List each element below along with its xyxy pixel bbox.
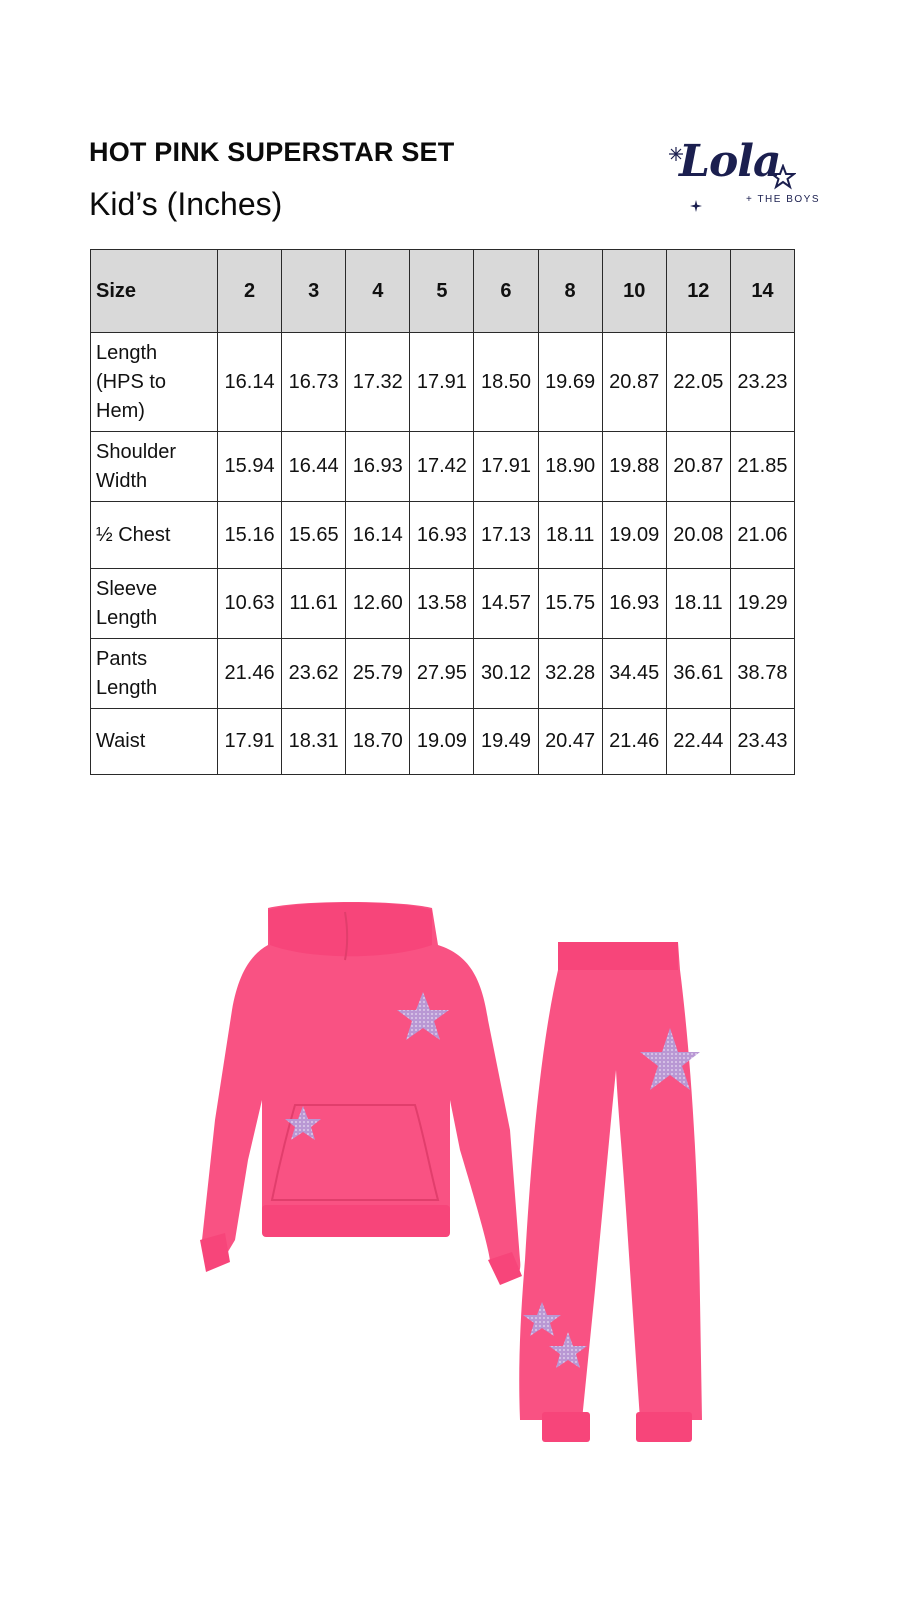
table-row [91,709,795,775]
logo-tagline: + THE BOYS [746,194,821,205]
row-label [91,639,218,709]
row-label-line: Waist [96,730,146,752]
row-label [91,333,218,432]
measurement-cell: 17.91 [474,432,538,502]
table-row [91,569,795,639]
row-label-line: Width [96,469,148,492]
table-header-size: 14 [730,250,794,333]
measurement-cell: 16.93 [410,502,474,569]
measurement-cell: 19.88 [602,432,666,502]
measurement-cell: 15.16 [218,502,282,569]
measurement-cell: 19.69 [538,333,602,432]
measurement-cell: 18.11 [538,502,602,569]
measurement-cell: 19.29 [730,569,794,639]
measurement-cell: 20.87 [602,333,666,432]
measurement-cell: 21.46 [602,709,666,775]
measurement-cell: 23.62 [282,639,346,709]
measurement-cell: 38.78 [730,639,794,709]
measurement-cell: 10.63 [218,569,282,639]
measurement-cell: 16.73 [282,333,346,432]
brand-logo [664,136,821,222]
measurement-cell: 17.13 [474,502,538,569]
measurement-cell: 21.46 [218,639,282,709]
logo-wordmark: Lola [679,136,781,187]
measurement-cell: 22.05 [666,333,730,432]
row-label-line: (HPS to [96,370,167,393]
measurement-cell: 16.93 [602,569,666,639]
table-header-size: 10 [602,250,666,333]
measurement-cell: 20.87 [666,432,730,502]
measurement-cell: 27.95 [410,639,474,709]
measurement-cell: 23.23 [730,333,794,432]
measurement-cell: 21.85 [730,432,794,502]
product-image [170,900,730,1460]
size-chart-table [90,249,795,775]
measurement-cell: 19.49 [474,709,538,775]
star-outline-icon [770,164,796,190]
measurement-cell: 15.65 [282,502,346,569]
measurement-cell: 25.79 [346,639,410,709]
row-label-line: Length [96,676,158,699]
measurement-cell: 17.91 [218,709,282,775]
measurement-cell: 16.14 [346,502,410,569]
measurement-cell: 19.09 [602,502,666,569]
table-row [91,333,795,432]
row-label-line: Sleeve [96,577,158,600]
measurement-cell: 18.11 [666,569,730,639]
table-header-size: 5 [410,250,474,333]
measurement-cell: 16.93 [346,432,410,502]
row-label-line: Shoulder [96,440,177,463]
measurement-cell: 12.60 [346,569,410,639]
measurement-cell: 30.12 [474,639,538,709]
table-header-size: 8 [538,250,602,333]
row-label [91,502,218,569]
measurement-cell: 34.45 [602,639,666,709]
table-header-size: 12 [666,250,730,333]
measurement-cell: 15.75 [538,569,602,639]
joggers [519,942,702,1442]
table-header-row [91,250,795,333]
measurement-cell: 16.44 [282,432,346,502]
measurement-cell: 13.58 [410,569,474,639]
measurement-cell: 21.06 [730,502,794,569]
table-header-size: 2 [218,250,282,333]
measurement-cell: 16.14 [218,333,282,432]
measurement-cell: 17.32 [346,333,410,432]
measurement-cell: 23.43 [730,709,794,775]
table-header-size: 3 [282,250,346,333]
table-header-size-label: Size [91,250,218,333]
measurement-cell: 18.70 [346,709,410,775]
table-row [91,639,795,709]
sparkle-small-icon [690,200,702,212]
row-label-line: Length [96,606,158,629]
measurement-cell: 22.44 [666,709,730,775]
row-label-line: ½ Chest [96,523,171,546]
page-subtitle: Kid’s (Inches) [89,186,283,222]
measurement-cell: 18.90 [538,432,602,502]
measurement-cell: 17.91 [410,333,474,432]
measurement-cell: 15.94 [218,432,282,502]
row-label-line: Pants [96,647,148,670]
measurement-cell: 18.31 [282,709,346,775]
table-row [91,432,795,502]
measurement-cell: 17.42 [410,432,474,502]
page-title: HOT PINK SUPERSTAR SET [89,137,455,167]
measurement-cell: 19.09 [410,709,474,775]
measurement-cell: 20.47 [538,709,602,775]
row-label-line: Length [96,341,158,364]
row-label [91,569,218,639]
measurement-cell: 18.50 [474,333,538,432]
measurement-cell: 14.57 [474,569,538,639]
table-row [91,502,795,569]
measurement-cell: 36.61 [666,639,730,709]
measurement-cell: 32.28 [538,639,602,709]
table-header-size: 6 [474,250,538,333]
table-header-size: 4 [346,250,410,333]
measurement-cell: 11.61 [282,569,346,639]
row-label [91,709,218,775]
row-label-line: Hem) [96,399,145,422]
hoodie [200,902,522,1285]
measurement-cell: 20.08 [666,502,730,569]
row-label [91,432,218,502]
